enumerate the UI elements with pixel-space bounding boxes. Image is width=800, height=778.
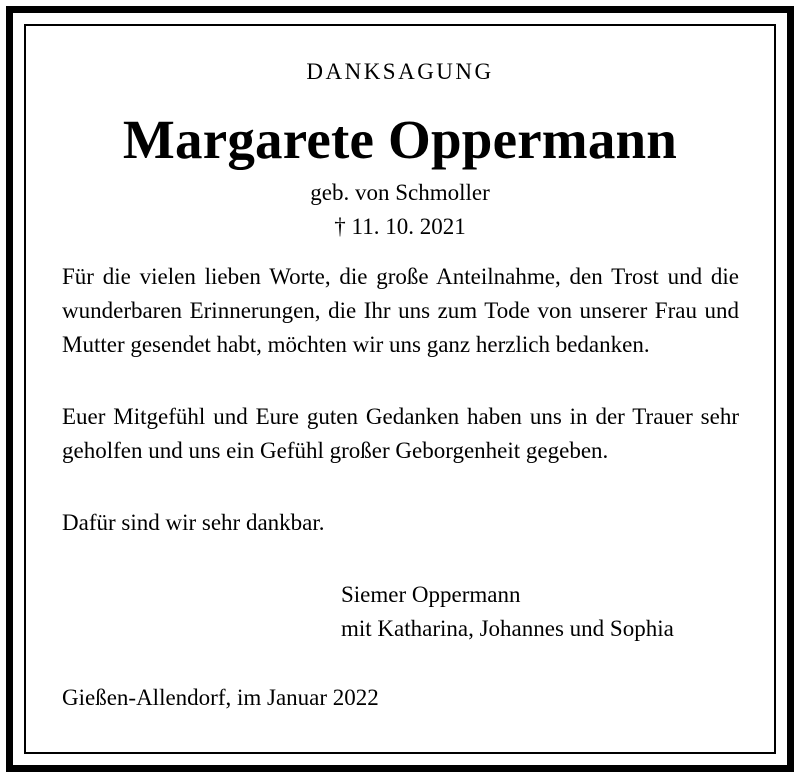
signature-main: Siemer Oppermann [341,582,521,607]
notice-heading: DANKSAGUNG [306,59,494,84]
place-date-line: Gießen-Allendorf, im Januar 2022 [62,685,379,710]
death-date-line: † 11. 10. 2021 [334,214,466,239]
deceased-name: Margarete Oppermann [122,109,678,170]
closing-paragraph: Dafür sind wir sehr dankbar. [62,510,325,535]
birth-name-line: geb. von Schmoller [310,180,490,205]
signature-family: mit Katharina, Johannes und Sophia [341,616,674,641]
thanks-paragraph: Für die vielen lieben Worte, die große Anteilnahme, den Trost und die wunderbaren Erinnerungen, die Ihr uns zum Tode von unserer Frau und Mutter gesendet habt, möchten wir uns ganz herzlich bedanken. [62,264,739,357]
sympathy-paragraph: Euer Mitgefühl und Eure guten Gedanken haben uns in der Trauer sehr geholfen und uns ein Gefühl großer Geborgenheit gegeben. [62,404,739,463]
